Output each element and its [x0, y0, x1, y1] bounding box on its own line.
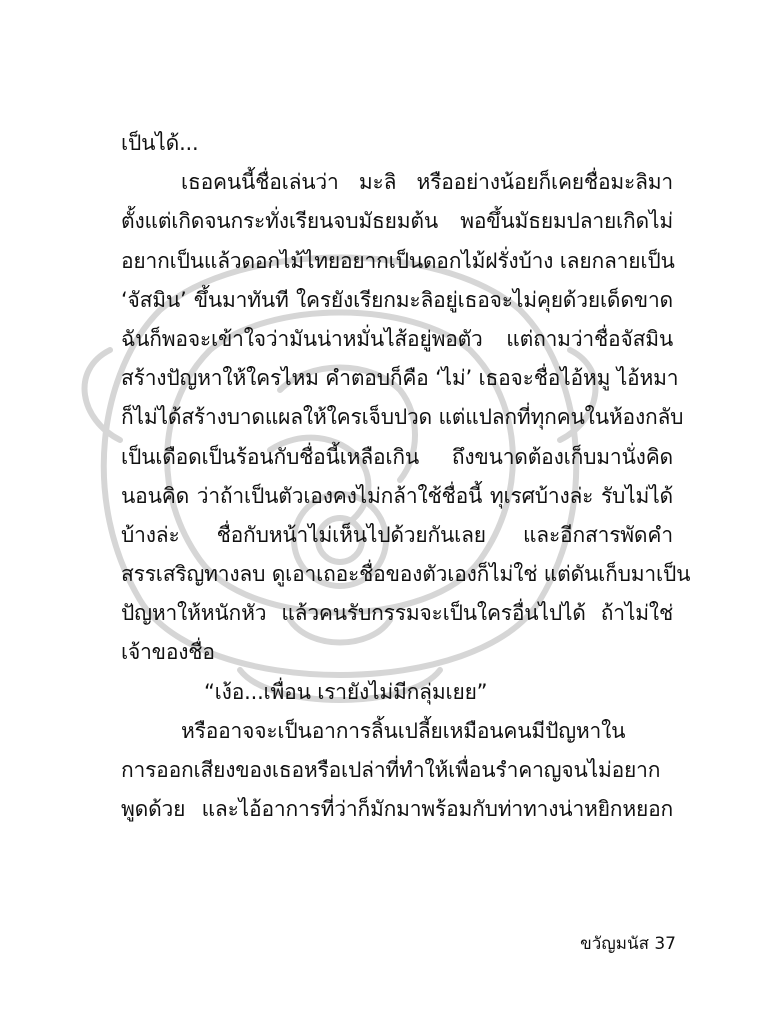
text-line: ก็ไม่ได้สร้างบาดแผลให้ใครเจ็บปวด แต่แปลกที่ทุกคนในห้องกลับ [121, 405, 684, 430]
text-line: อยากเป็นแล้วดอกไม้ไทยอยากเป็นดอกไม้ฝรั่งบ้าง เลยกลายเป็น [121, 248, 675, 273]
text-line: ฉันก็พอจะเข้าใจว่ามันน่าหมั่นไส้อยู่พอตัว แต่ถามว่าชื่อจัสมิน [121, 326, 673, 351]
text-line: การออกเสียงของเธอหรือเปล่าที่ทำให้เพื่อนรำคาญจนไม่อยาก [121, 758, 661, 782]
text-line: ตั้งแต่เกิดจนกระทั่งเรียนจบมัธยมต้น พอขึ้นมัธยมปลายเกิดไม่ [121, 209, 673, 234]
text-line: เป็นได้... [121, 131, 199, 155]
text-line: สร้างปัญหาให้ใครไหม คำตอบก็คือ ‘ไม่’ เธอจะชื่อไอ้หมู ไอ้หมา [121, 366, 679, 391]
text-line: เป็นเดือดเป็นร้อนกับชื่อนี้เหลือเกิน ถึงขนาดต้องเก็บมานั่งคิด [121, 444, 673, 469]
text-line: เธอคนนี้ชื่อเล่นว่า มะลิ หรืออย่างน้อยก็เคยชื่อมะลิมา [181, 170, 673, 195]
text-line: สรรเสริญทางลบ ดูเอาเถอะชื่อของตัวเองก็ไม่ใช่ แต่ดันเก็บมาเป็น [121, 562, 691, 587]
text-line: นอนคิด ว่าถ้าเป็นตัวเองคงไม่กล้าใช้ชื่อนี้ ทุเรศบ้างล่ะ รับไม่ได้ [121, 483, 673, 508]
page-footer: ขวัญมนัส 37 [580, 934, 676, 954]
body-text [121, 124, 691, 829]
quote-line: “เง้อ...เพื่อน เรายังไม่มีกลุ่มเยย” [204, 679, 488, 704]
text-line: เจ้าของชื่อ [121, 640, 215, 665]
text-line: พูดด้วย และไอ้อาการที่ว่าก็มักมาพร้อมกับท่าทางน่าหยิกหยอก [121, 797, 673, 822]
text-line: หรืออาจจะเป็นอาการลิ้นเปลี้ยเหมือนคนมีปัญหาใน [181, 718, 626, 743]
text-line: บ้างล่ะ ชื่อกับหน้าไม่เห็นไปด้วยกันเลย และอีกสารพัดคำ [121, 522, 673, 547]
text-line: ‘จัสมิน’ ขึ้นมาทันที ใครยังเรียกมะลิอยู่เธอจะไม่คุยด้วยเด็ดขาด [121, 287, 673, 312]
text-line: ปัญหาให้หนักหัว แล้วคนรับกรรมจะเป็นใครอื่นไปได้ ถ้าไม่ใช่ [121, 601, 673, 626]
